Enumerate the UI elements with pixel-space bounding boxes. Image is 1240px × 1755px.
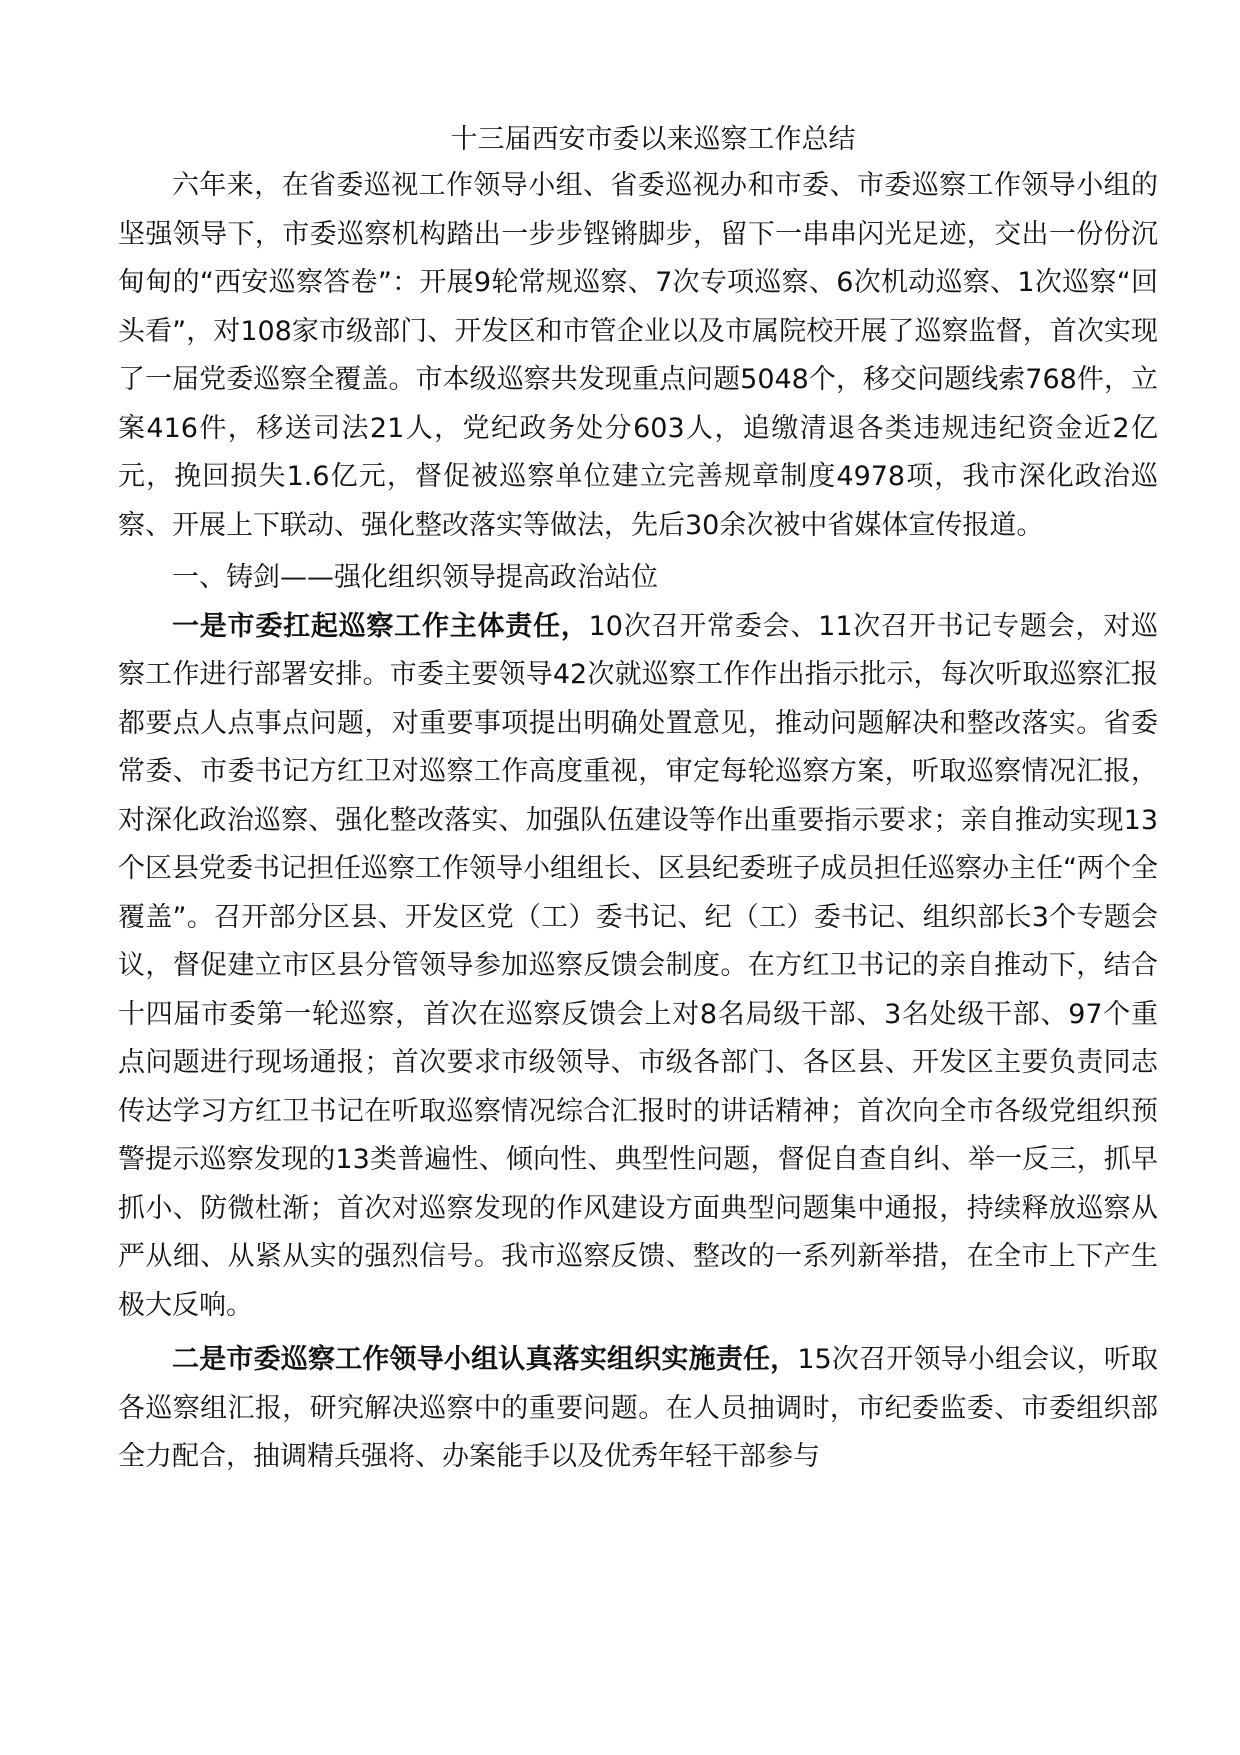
paragraph-2-lead: 二是市委巡察工作领导小组认真落实组织实施责任， [172,1344,798,1375]
intro-paragraph: 六年来，在省委巡视工作领导小组、省委巡视办和市委、市委巡察工作领导小组的坚强领导下，市委巡察机构踏出一步步铿锵脚步，留下一串串闪光足迹，交出一份份沉甸甸的“西安巡察答卷”：开展9轮常规巡察、7次专项巡察、6次机动巡察、1次巡察“回头看”，对108家市级部门、开发区和市管企业以及市属院校开展了巡察监督，首次实现了一届党委巡察全覆盖。市本级巡察共发现重点问题5048个，移交问题线索768件，立案416件，移送司法21人，党纪政务处分603人，追缴清退各类违规违纪资金近2亿元，挽回损失1.6亿元，督促被巡察单位建立完善规章制度4978项，我市深化政治巡察、开展上下联动、强化整改落实等做法，先后30余次被中省媒体宣传报道。 [118,170,1158,541]
document-title: 十三届西安市委以来巡察工作总结 [450,124,856,155]
document-page [118,118,1158,1482]
paragraph-1-body: 10次召开常委会、11次召开书记专题会，对巡察工作进行部署安排。市委主要领导42次就巡察工作作出指示批示，每次听取巡察汇报都要点人点事点问题，对重要事项提出明确处置意见，推动问题解决和整改落实。省委常委、市委书记方红卫对巡察工作高度重视，审定每轮巡察方案，听取巡察情况汇报，对深化政治巡察、强化整改落实、加强队伍建设等作出重要指示要求；亲自推动实现13个区县党委书记担任巡察工作领导小组组长、区县纪委班子成员担任巡察办主任“两个全覆盖”。召开部分区县、开发区党（工）委书记、纪（工）委书记、组织部长3个专题会议，督促建立市区县分管领导参加巡察反馈会制度。在方红卫书记的亲自推动下，结合十四届市委第一轮巡察，首次在巡察反馈会上对8名局级干部、3名处级干部、97个重点问题进行现场通报；首次要求市级领导、市级各部门、各区县、开发区主要负责同志传达学习方红卫书记在听取巡察情况综合汇报时的讲话精神；首次向全市各级党组织预警提示巡察发现的13类普遍性、倾向性、典型性问题，督促自查自纠、举一反三，抓早抓小、防微杜渐；首次对巡察发现的作风建设方面典型问题集中通报，持续释放巡察从严从细、从紧从实的强烈信号。我市巡察反馈、整改的一系列新举措，在全市上下产生极大反响。 [118,610,1159,1321]
paragraph-2-body: 15次召开领导小组会议，听取各巡察组汇报，研究解决巡察中的重要问题。在人员抽调时，市纪委监委、市委组织部全力配合，抽调精兵强将、办案能手以及优秀年轻干部参与 [118,1344,1159,1472]
section-heading-1: 一、铸剑——强化组织领导提高政治站位 [172,562,658,593]
paragraph-1-lead: 一是市委扛起巡察工作主体责任， [172,610,589,642]
paragraph-1 [118,603,1158,1331]
paragraph-2 [118,1330,1158,1482]
